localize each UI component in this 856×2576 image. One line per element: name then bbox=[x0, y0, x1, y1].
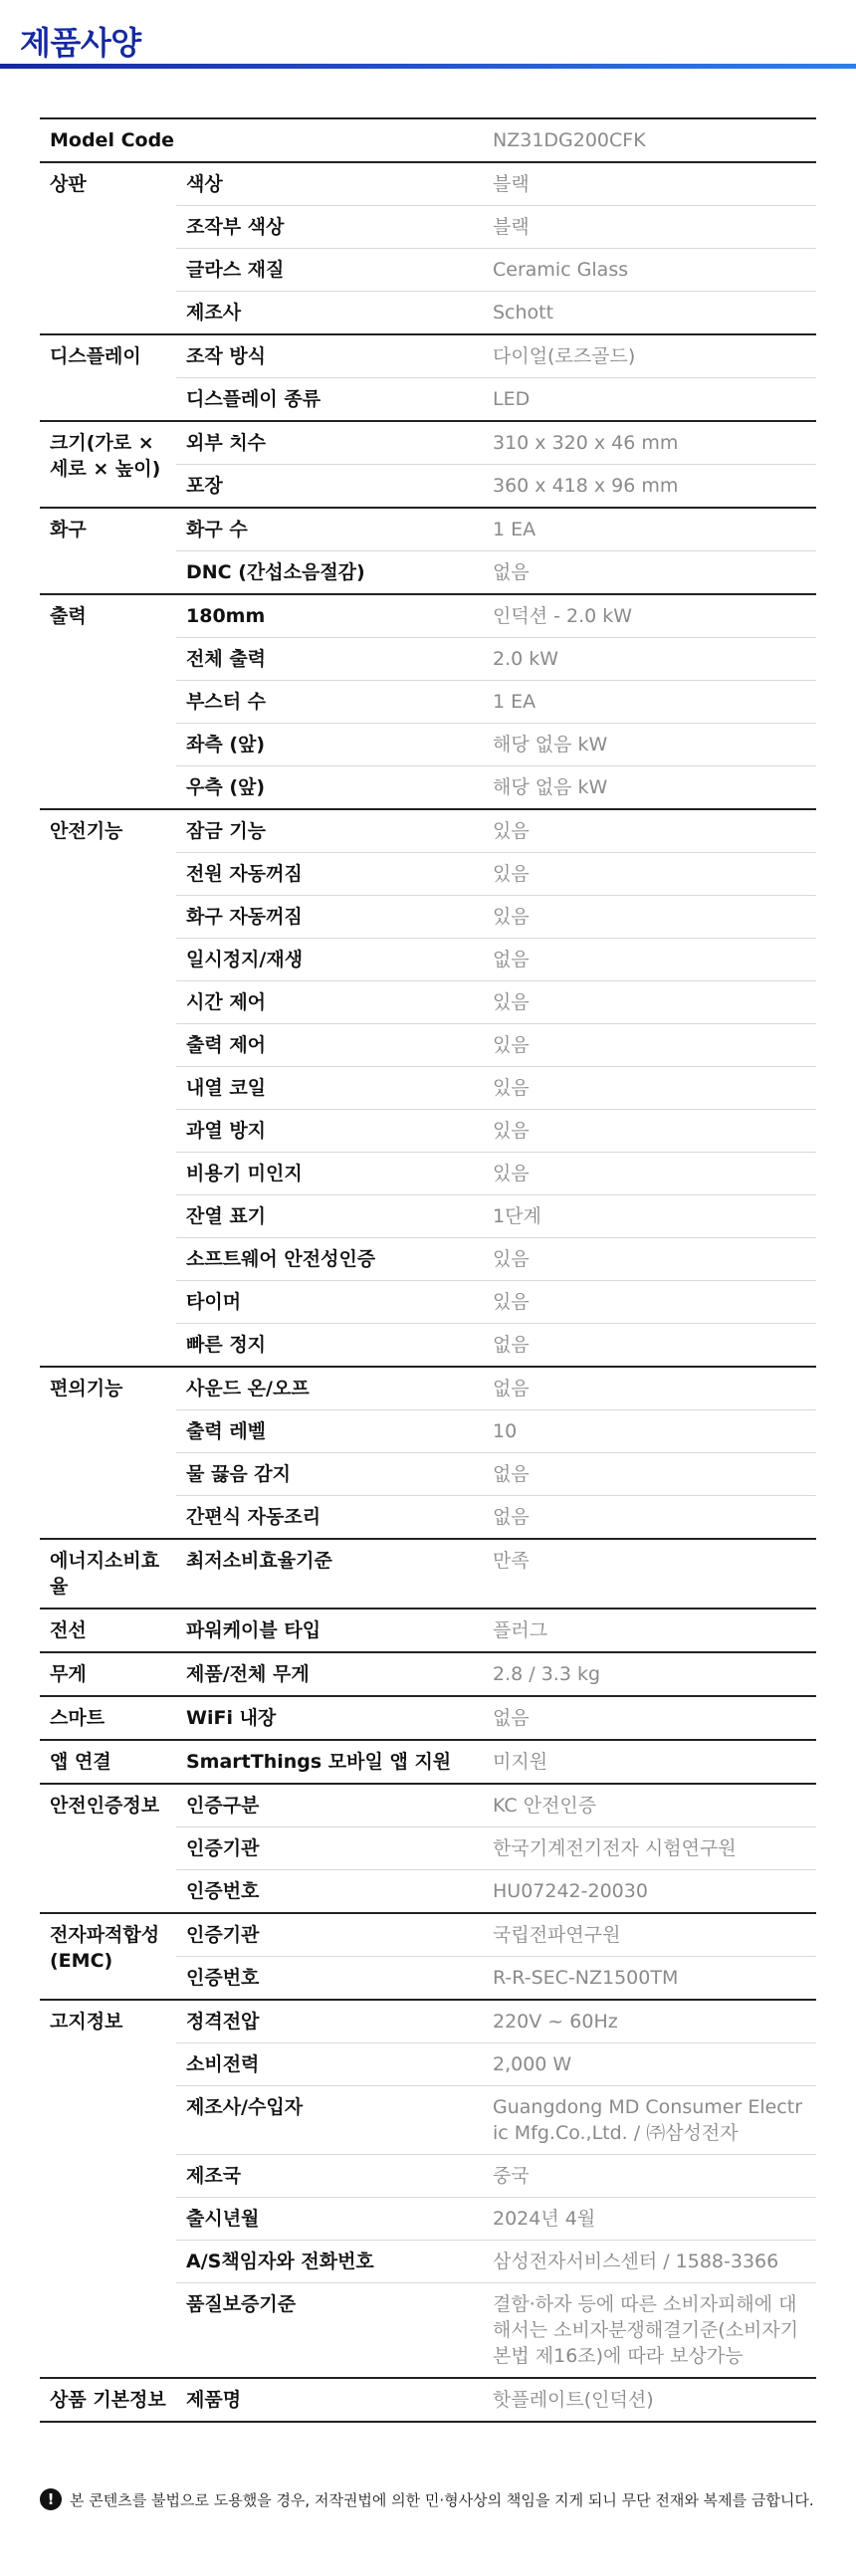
spec-item-label: 조작 방식 bbox=[176, 334, 483, 378]
spec-item-label: A/S책임자와 전화번호 bbox=[176, 2241, 483, 2283]
spec-item-label: 타이머 bbox=[176, 1281, 483, 1324]
spec-item-value: 있음 bbox=[483, 1153, 816, 1195]
spec-item-label: 포장 bbox=[176, 465, 483, 509]
spec-item-value: 없음 bbox=[483, 1324, 816, 1368]
spec-item-label: 빠른 정지 bbox=[176, 1324, 483, 1368]
spec-item-value: 블랙 bbox=[483, 162, 816, 206]
spec-row bbox=[40, 594, 816, 638]
spec-item-value: Schott bbox=[483, 292, 816, 335]
spec-item-value: 2.8 / 3.3 kg bbox=[483, 1652, 816, 1696]
spec-item-value: 없음 bbox=[483, 1496, 816, 1540]
spec-item-value: 중국 bbox=[483, 2155, 816, 2198]
spec-item-label: 제조국 bbox=[176, 2155, 483, 2198]
spec-item-label: 조작부 색상 bbox=[176, 206, 483, 249]
copyright-notice bbox=[40, 2488, 836, 2510]
spec-item-value: 310 x 320 x 46 mm bbox=[483, 421, 816, 465]
spec-group-label: 전자파적합성(EMC) bbox=[40, 1913, 176, 2000]
spec-item-value: 해당 없음 kW bbox=[483, 724, 816, 766]
spec-group-label: 전선 bbox=[40, 1609, 176, 1652]
spec-item-value: R-R-SEC-NZ1500TM bbox=[483, 1957, 816, 2001]
spec-item-value: 360 x 418 x 96 mm bbox=[483, 465, 816, 509]
spec-item-value: 1 EA bbox=[483, 508, 816, 551]
spec-item-label: 품질보증기준 bbox=[176, 2283, 483, 2379]
spec-item-value: LED bbox=[483, 378, 816, 422]
spec-item-value: 있음 bbox=[483, 853, 816, 896]
spec-group-label: 스마트 bbox=[40, 1696, 176, 1740]
spec-item-label: 소프트웨어 안전성인증 bbox=[176, 1238, 483, 1281]
spec-item-value: 있음 bbox=[483, 981, 816, 1024]
spec-item-label: 출력 레벨 bbox=[176, 1410, 483, 1453]
spec-item-value: 삼성전자서비스센터 / 1588-3366 bbox=[483, 2241, 816, 2283]
spec-group-label: Model Code bbox=[50, 129, 175, 151]
spec-item-label: 출시년월 bbox=[176, 2198, 483, 2241]
spec-item-label: WiFi 내장 bbox=[176, 1696, 483, 1740]
spec-item-value: 한국기계전기전자 시험연구원 bbox=[483, 1827, 816, 1870]
spec-row bbox=[40, 118, 816, 162]
spec-item-value: 2.0 kW bbox=[483, 638, 816, 681]
spec-item-label: 잔열 표기 bbox=[176, 1195, 483, 1238]
spec-item-label: 부스터 수 bbox=[176, 681, 483, 724]
spec-group-label: 크기(가로 × 세로 × 높이) bbox=[40, 421, 176, 508]
spec-item-value: 있음 bbox=[483, 809, 816, 853]
spec-group-label: 출력 bbox=[40, 594, 176, 809]
spec-item-value: 10 bbox=[483, 1410, 816, 1453]
spec-item-label: 외부 치수 bbox=[176, 421, 483, 465]
spec-item-value: 만족 bbox=[483, 1539, 816, 1609]
spec-item-label: 일시정지/재생 bbox=[176, 939, 483, 981]
spec-item-label: 내열 코일 bbox=[176, 1067, 483, 1110]
spec-item-value: Guangdong MD Consumer Electric Mfg.Co.,Ltd. / ㈜삼성전자 bbox=[483, 2086, 816, 2155]
spec-item-value: 있음 bbox=[483, 896, 816, 939]
spec-item-label: 인증구분 bbox=[176, 1784, 483, 1827]
spec-item-label: 180mm bbox=[176, 594, 483, 638]
spec-item-label: 전체 출력 bbox=[176, 638, 483, 681]
spec-item-label: 제품/전체 무게 bbox=[176, 1652, 483, 1696]
spec-row bbox=[40, 334, 816, 378]
spec-row bbox=[40, 1652, 816, 1696]
spec-item-label: 인증번호 bbox=[176, 1957, 483, 2001]
spec-item-label: 간편식 자동조리 bbox=[176, 1496, 483, 1540]
spec-group-label: 안전인증정보 bbox=[40, 1784, 176, 1913]
spec-item-label: 정격전압 bbox=[176, 2000, 483, 2043]
spec-group-label: 앱 연결 bbox=[40, 1740, 176, 1784]
spec-item-value: 1 EA bbox=[483, 681, 816, 724]
spec-item-label: 잠금 기능 bbox=[176, 809, 483, 853]
spec-item-value: 플러그 bbox=[483, 1609, 816, 1652]
spec-item-label: 인증기관 bbox=[176, 1827, 483, 1870]
spec-row bbox=[40, 1367, 816, 1410]
spec-item-value: KC 안전인증 bbox=[483, 1784, 816, 1827]
spec-item-value: 있음 bbox=[483, 1110, 816, 1153]
spec-item-value: 있음 bbox=[483, 1281, 816, 1324]
spec-item-label: 시간 제어 bbox=[176, 981, 483, 1024]
spec-item-value: 220V ~ 60Hz bbox=[483, 2000, 816, 2043]
spec-row bbox=[40, 1609, 816, 1652]
spec-row bbox=[40, 508, 816, 551]
spec-item-value: 국립전파연구원 bbox=[483, 1913, 816, 1957]
spec-item-label: DNC (간섭소음절감) bbox=[176, 551, 483, 595]
spec-item-value: 다이얼(로즈골드) bbox=[483, 334, 816, 378]
spec-group-label: 상판 bbox=[40, 162, 176, 334]
spec-item-label: 제품명 bbox=[176, 2378, 483, 2422]
spec-item-label: 좌측 (앞) bbox=[176, 724, 483, 766]
spec-row bbox=[40, 2378, 816, 2422]
spec-item-label: 파워케이블 타입 bbox=[176, 1609, 483, 1652]
spec-item-value: NZ31DG200CFK bbox=[493, 129, 646, 151]
spec-row bbox=[40, 1696, 816, 1740]
spec-group-label: 안전기능 bbox=[40, 809, 176, 1367]
spec-item-label: 글라스 재질 bbox=[176, 249, 483, 292]
spec-item-value: Ceramic Glass bbox=[483, 249, 816, 292]
spec-item-value: 있음 bbox=[483, 1238, 816, 1281]
spec-item-label: 인증기관 bbox=[176, 1913, 483, 1957]
spec-group-label: 디스플레이 bbox=[40, 334, 176, 421]
spec-item-label: 전원 자동꺼짐 bbox=[176, 853, 483, 896]
page-title: 제품사양 bbox=[20, 24, 141, 62]
spec-table-body bbox=[40, 118, 816, 2422]
spec-row bbox=[40, 1784, 816, 1827]
spec-item-label: 비용기 미인지 bbox=[176, 1153, 483, 1195]
exclamation-icon: ! bbox=[40, 2488, 62, 2510]
spec-item-value: 2,000 W bbox=[483, 2043, 816, 2086]
spec-item-value: 없음 bbox=[483, 1696, 816, 1740]
spec-row bbox=[40, 1740, 816, 1784]
spec-item-label: 출력 제어 bbox=[176, 1024, 483, 1067]
spec-row bbox=[40, 421, 816, 465]
spec-item-value: 미지원 bbox=[483, 1740, 816, 1784]
spec-item-value: 없음 bbox=[483, 1453, 816, 1496]
spec-item-value: 블랙 bbox=[483, 206, 816, 249]
spec-item-value: 있음 bbox=[483, 1067, 816, 1110]
spec-item-value: HU07242-20030 bbox=[483, 1870, 816, 1914]
spec-item-label: 화구 수 bbox=[176, 508, 483, 551]
spec-table-container bbox=[40, 117, 816, 2423]
spec-item-label: 제조사 bbox=[176, 292, 483, 335]
spec-item-label: 제조사/수입자 bbox=[176, 2086, 483, 2155]
spec-item-value: 없음 bbox=[483, 939, 816, 981]
spec-group-label: 무게 bbox=[40, 1652, 176, 1696]
spec-item-value: 결함·하자 등에 따른 소비자피해에 대해서는 소비자분쟁해결기준(소비자기본법 제16조)에 따라 보상가능 bbox=[483, 2283, 816, 2379]
spec-group-label: 에너지소비효율 bbox=[40, 1539, 176, 1609]
spec-item-label: 소비전력 bbox=[176, 2043, 483, 2086]
spec-item-value: 인덕션 - 2.0 kW bbox=[483, 594, 816, 638]
title-underline bbox=[0, 64, 856, 69]
spec-row bbox=[40, 1913, 816, 1957]
spec-group-label: 편의기능 bbox=[40, 1367, 176, 1539]
spec-group-label: 상품 기본정보 bbox=[40, 2378, 176, 2422]
spec-item-label: 화구 자동꺼짐 bbox=[176, 896, 483, 939]
spec-item-value: 1단계 bbox=[483, 1195, 816, 1238]
title-bar bbox=[0, 0, 856, 72]
spec-item-value: 해당 없음 kW bbox=[483, 766, 816, 810]
spec-group-label: 화구 bbox=[40, 508, 176, 594]
spec-item-label: 우측 (앞) bbox=[176, 766, 483, 810]
spec-table bbox=[40, 117, 816, 2423]
spec-item-value: 2024년 4월 bbox=[483, 2198, 816, 2241]
spec-group-label: 고지정보 bbox=[40, 2000, 176, 2378]
spec-item-label: 물 끓음 감지 bbox=[176, 1453, 483, 1496]
spec-item-label: 최저소비효율기준 bbox=[176, 1539, 483, 1609]
spec-item-value: 없음 bbox=[483, 1367, 816, 1410]
notice-text: 본 콘텐츠를 불법으로 도용했을 경우, 저작권법에 의한 민·형사상의 책임을 지게 되니 무단 전재와 복제를 금합니다. bbox=[70, 2490, 814, 2509]
spec-item-label: 인증번호 bbox=[176, 1870, 483, 1914]
spec-item-label: 디스플레이 종류 bbox=[176, 378, 483, 422]
spec-row bbox=[40, 809, 816, 853]
spec-item-value: 없음 bbox=[483, 551, 816, 595]
spec-item-label: SmartThings 모바일 앱 지원 bbox=[176, 1740, 483, 1784]
spec-item-label: 색상 bbox=[176, 162, 483, 206]
spec-row bbox=[40, 1539, 816, 1609]
spec-item-label: 과열 방지 bbox=[176, 1110, 483, 1153]
spec-item-value: 핫플레이트(인덕션) bbox=[483, 2378, 816, 2422]
spec-row bbox=[40, 162, 816, 206]
spec-row bbox=[40, 2000, 816, 2043]
spec-item-label: 사운드 온/오프 bbox=[176, 1367, 483, 1410]
spec-item-value: 있음 bbox=[483, 1024, 816, 1067]
